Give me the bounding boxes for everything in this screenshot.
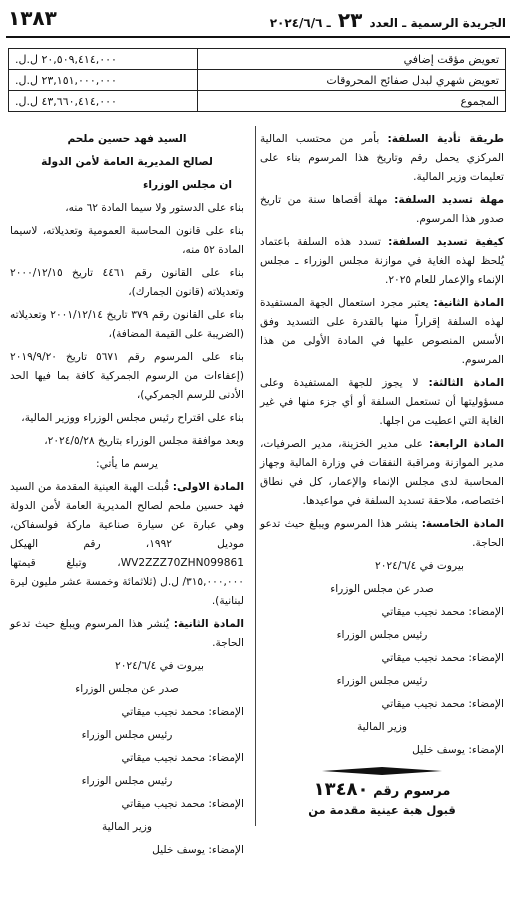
paragraph [260,130,504,187]
table-row [9,70,506,91]
signature: الإمضاء: محمد نجيب ميقاتي [381,652,504,664]
article-text: يعتبر مجرد استعمال الجهة المستفيدة لهذه السلفة إقراراً منها بالقدرة على التسديد وفق الأسس المنصوص عليها في المادة الأولى من هذا المرسوم. [260,297,504,366]
paragraph-text: تسدد هذه السلفة باعتماد يُلحظ لهذه الغاية في موازنة مجلس الوزراء ـ مجلس الإنماء والإعمار للعام ٢٠٢٥. [260,236,504,286]
place-date: بيروت في ٢٠٢٤/٦/٤ [375,560,464,572]
cost-table [8,48,506,112]
decree-heading [260,780,504,801]
signatory-title: رئيس مجلس الوزراء [336,629,428,641]
issued-by: صدر عن مجلس الوزراء [330,583,434,595]
article-5 [260,515,504,553]
decree-number: ١٣٤٨٠ [313,779,369,800]
preamble-item: وبعد موافقة مجلس الوزراء بتاريخ ٢٠٢٤/٥/٢٨، [44,435,244,447]
article-2 [260,294,504,370]
article-text: لا يجوز للجهة المستفيدة وعلى مسؤوليتها أن تستعمل السلفة أو أي جزء منها في غير الغاية التي اعطيت من اجلها. [260,377,504,427]
signature: الإمضاء: محمد نجيب ميقاتي [121,706,244,718]
table-cell-label: تعويض شهري لبدل صفائح المحروقات [197,70,505,91]
table-cell-amount: ٢٣,١٥١,٠٠٠,٠٠٠ ل.ل. [9,70,198,91]
table-cell-amount: ٢٠,٥٠٩,٤١٤,٠٠٠ ل.ل. [9,49,198,70]
column-divider [255,126,256,826]
divider-ornament-icon [322,766,442,776]
paragraph-lead: كيفية تسديد السلفة: [388,236,504,248]
article-text: يُنشر هذا المرسوم ويبلغ حيث تدعو الحاجة. [10,618,244,649]
table-cell-amount: ٤٣,٦٦٠,٤١٤,٠٠٠ ل.ل. [9,91,198,112]
decree-subject: قبول هبة عينية مقدمة من [308,803,456,817]
article-heading: المادة الاولى: [172,481,244,493]
preamble-item: بناء على الدستور ولا سيما المادة ٦٢ منه، [65,202,244,214]
right-column [260,130,504,820]
table-row [9,49,506,70]
article-1 [10,478,244,611]
donor-name: السيد فهد حسين ملحم [67,133,187,145]
left-column [10,130,244,864]
article-3 [260,374,504,431]
signature: الإمضاء: يوسف خليل [412,744,504,756]
article-heading: المادة الثالثة: [428,377,504,389]
article-heading: المادة الرابعة: [428,438,504,450]
signature: الإمضاء: محمد نجيب ميقاتي [121,752,244,764]
signatory-title: رئيس مجلس الوزراء [336,675,428,687]
table-cell-label: المجموع [197,91,505,112]
gazette-title [270,8,506,32]
signature: الإمضاء: محمد نجيب ميقاتي [121,798,244,810]
signatory-title: رئيس مجلس الوزراء [81,729,173,741]
donor-beneficiary: لصالح المديرية العامة لأمن الدولة [41,156,213,168]
page-header [0,0,516,40]
paragraph-text: مهلة أقصاها سنة من تاريخ صدور هذا المرسوم. [260,194,504,225]
issue-date: ـ ٢٠٢٤/٦/٦ [269,16,331,30]
paragraph [260,191,504,229]
preamble-item: بناء على اقتراح رئيس مجلس الوزراء ووزير المالية، [21,412,244,424]
issue-number: ٢٣ [337,8,363,32]
preamble-item: بناء على المرسوم رقم ٥٦٧١ تاريخ ٢٠١٩/٩/٢٠ (إعفاءات من الرسوم الجمركية كافة بما فيها الحد الأدنى للرسم الجمركي)، [10,351,244,401]
decree-prefix: مرسوم رقم [373,784,451,799]
page-number: ١٣٨٣ [8,6,57,30]
article-heading: المادة الخامسة: [421,518,504,530]
signatory-title: وزير المالية [356,721,408,733]
table-cell-label: تعويض مؤقت إضافي [197,49,505,70]
article-2 [10,615,244,653]
council-heading: ان مجلس الوزراء [142,179,232,191]
signature: الإمضاء: محمد نجيب ميقاتي [381,698,504,710]
article-4 [260,435,504,511]
table-row-total [9,91,506,112]
signatory-title: رئيس مجلس الوزراء [81,775,173,787]
article-text: ينشر هذا المرسوم ويبلغ حيث تدعو الحاجة. [260,518,504,549]
article-text: على مدير الخزينة، مدير الصرفيات، مدير الموازنة ومراقبة النفقات في وزارة المالية وجهاز المحاسبة لدى مجلس الإنماء والإعمار، كل في نطاق اختصاصه، ملاحقة تسديد السلفة في مواعيدها. [260,438,504,507]
preamble-item: بناء على القانون رقم ٣٧٩ تاريخ ٢٠٠١/١٢/١٤ وتعديلاته (الضريبة على القيمة المضافة)، [10,309,244,340]
decrees-line: يرسم ما يأتي: [96,458,158,470]
article-heading: المادة الثانية: [433,297,504,309]
paragraph-lead: مهلة تسديد السلفة: [394,194,505,206]
signature: الإمضاء: محمد نجيب ميقاتي [381,606,504,618]
issued-by: صدر عن مجلس الوزراء [75,683,179,695]
paragraph-lead: طريقة تأدية السلفة: [387,133,504,145]
article-text: قُبلت الهبة العينية المقدمة من السيد فهد حسين ملحم لصالح المديرية العامة لأمن الدولة وهي عبارة عن سيارة صناعية ماركة فولسفاكن، موديل ١٩٩٢، رقم الهيكل WV2ZZZ70ZHN099861، وتبلغ قيمتها ٣١٥,٠٠٠,٠٠٠/ ل.ل (ثلاثمائة وخمسة عشر مليون ليرة لبنانية). [10,481,244,607]
signatory-title: وزير المالية [101,821,153,833]
signature: الإمضاء: يوسف خليل [152,844,244,856]
preamble-item: بناء على القانون رقم ٤٤٦١ تاريخ ٢٠٠٠/١٢/١٥ وتعديلاته (قانون الجمارك)، [10,267,244,298]
paragraph [260,233,504,290]
paragraph-text: بأمر من محتسب المالية المركزي يحمل رقم وتاريخ هذا المرسوم بناء على تعليمات وزير المالية. [260,133,504,183]
preamble-item: بناء على قانون المحاسبة العمومية وتعديلاته، لاسيما المادة ٥٢ منه، [10,225,244,256]
article-heading: المادة الثانية: [173,618,244,630]
place-date: بيروت في ٢٠٢٤/٦/٤ [115,660,204,672]
gazette-name: الجريدة الرسمية ـ العدد [369,16,506,30]
header-rule [6,36,510,38]
